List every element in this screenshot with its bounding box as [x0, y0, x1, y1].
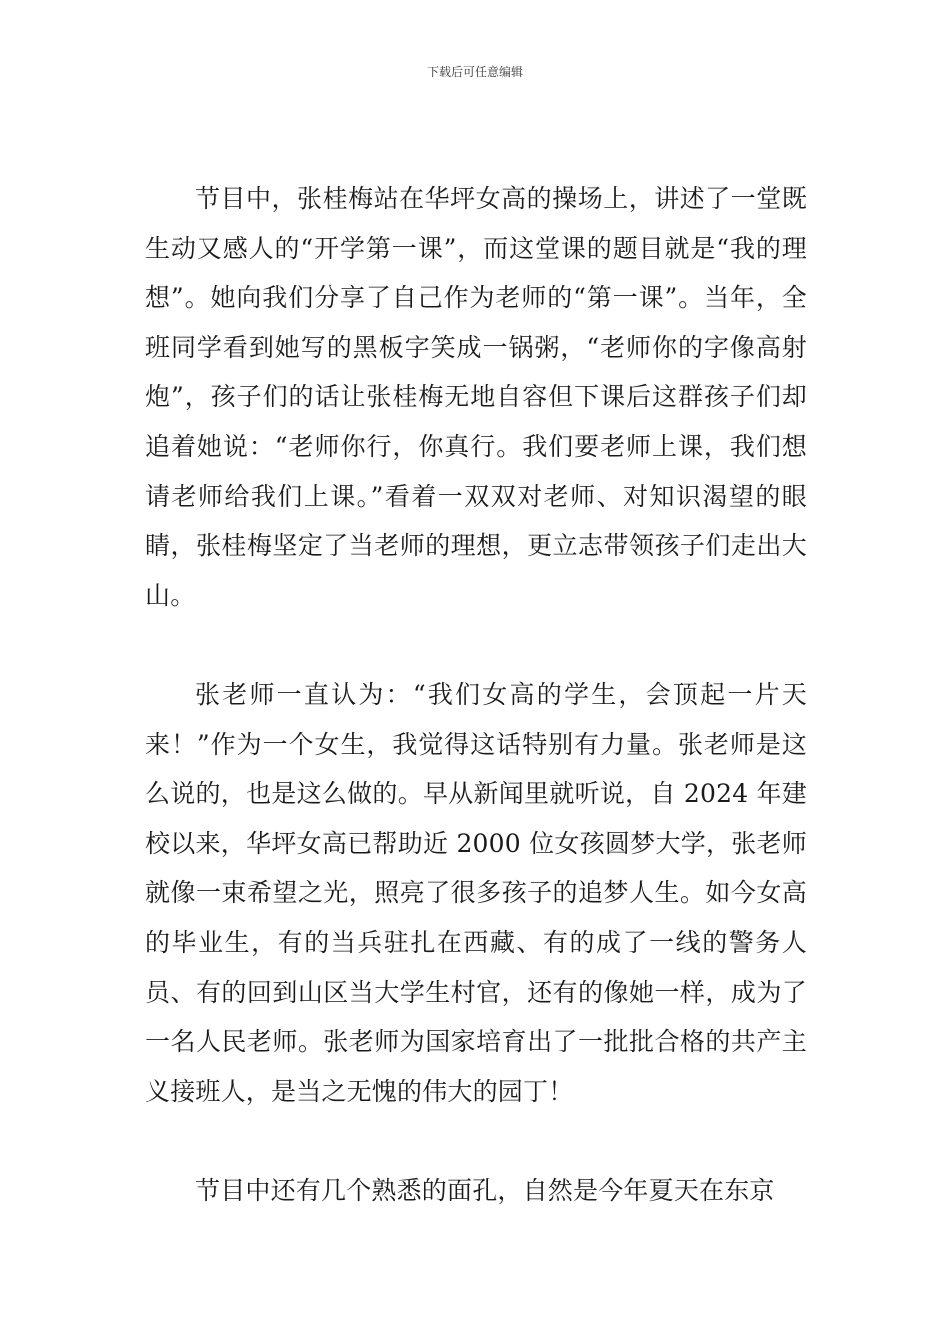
page-header: 下载后可任意编辑 — [426, 65, 523, 79]
paragraph-3: 节目中还有几个熟悉的面孔，自然是今年夏天在东京 — [195, 1175, 775, 1205]
paragraph-2: 张老师一直认为：“我们女高的学生，会顶起一片天来！”作为一个女生，我觉得这话特别有力量。张老师是这么说的，也是这么做的。早从新闻里就听说，自 2024 年建校以来，华坪女高已帮助近 2000 位女孩圆梦大学，张老师就像一束希望之光，照亮了很多孩子的追梦人生。如今女高的毕业生，有的当兵驻扎在西藏、有的成了一线的警务人员、有的回到山区当大学生村官，还有的像她一样，成为了一名人民老师。张老师为国家培育出了一批批合格的共产主义接班人，是当之无愧的伟大的园丁！ — [145, 679, 807, 1106]
document-body — [145, 174, 807, 1215]
paragraph-1: 节目中，张桂梅站在华坪女高的操场上，讲述了一堂既生动又感人的“开学第一课”，而这堂课的题目就是“我的理想”。她向我们分享了自己作为老师的“第一课”。当年，全班同学看到她写的黑板字笑成一锅粥，“老师你的字像高射炮”，孩子们的话让张桂梅无地自容但下课后这群孩子们却追着她说：“老师你行，你真行。我们要老师上课，我们想请老师给我们上课。”看着一双双对老师、对知识渴望的眼睛，张桂梅坚定了当老师的理想，更立志带领孩子们走出大山。 — [145, 184, 807, 610]
